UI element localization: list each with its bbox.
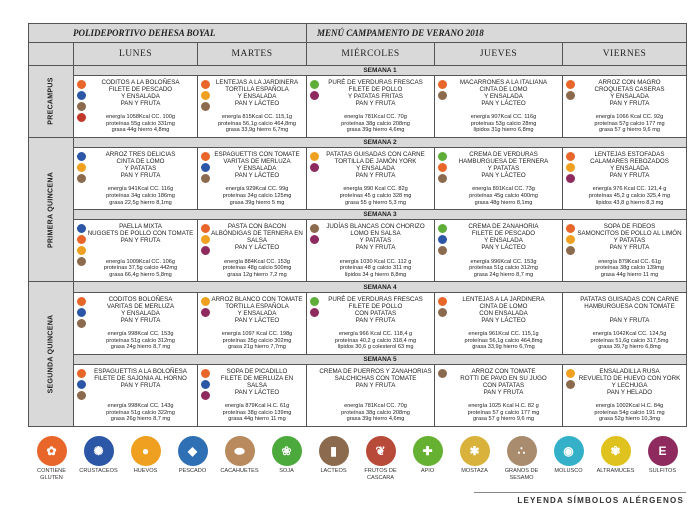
nutrition-info: energía 815Kcal CC. 115,1g proteínas 56,1g calcio 464,8mg grasa 33,9g hierro 6,7mg: [217, 114, 297, 134]
legend-item: [361, 430, 401, 481]
nutrition-info: energía 998Kcal CC. 143g proteínas 51g calcio 322mg grasa 26g hierro 8,7 mg: [106, 403, 175, 423]
legend-title: LEYENDA SÍMBOLOS ALÉRGENOS: [517, 496, 684, 505]
allergen-icon: [566, 224, 575, 233]
meal-cell: [198, 75, 307, 137]
dish-text: CREMA DE VERDURAS HAMBURGUESA DE TERNERA Y PATATAS PAN Y LÁCTEO: [458, 151, 549, 180]
allergen-icons: [201, 152, 211, 183]
meal-cell: [74, 364, 198, 426]
meal-cell: [74, 148, 198, 210]
allergen-symbol-icon: ✺: [84, 436, 114, 466]
legend-label: CONTIENE GLUTEN: [37, 468, 66, 481]
allergen-icon: [310, 308, 319, 317]
dish-text: ARROZ TRES DELICIAS CINTA DE LOMO Y PATATAS PAN Y FRUTA: [105, 151, 176, 180]
dish-text: PURÉ DE VERDURAS FRESCAS FILETE DE POLLO CON PATATAS PAN Y FRUTA: [328, 295, 423, 324]
legend-item: [79, 430, 119, 475]
allergen-icons: [77, 297, 87, 328]
meal-cell: [198, 292, 307, 354]
meal-cell: [74, 292, 198, 354]
dish-text: PATATAS GUISADAS CON CARNE TORTILLA DE JAMÓN YORK Y ENSALADA PAN Y FRUTA: [326, 151, 425, 180]
legend-label: CACAHUETES: [220, 468, 259, 474]
allergen-symbol-icon: E: [648, 436, 678, 466]
legend-item: [502, 430, 542, 481]
legend-label: MOLUSCO: [554, 468, 583, 474]
allergen-icons: [438, 80, 448, 100]
allergen-icon: [201, 308, 210, 317]
allergen-icon: [438, 174, 447, 183]
allergen-icons: [566, 80, 576, 100]
dish-text: PASTA CON BACON ALBÓNDIGAS DE TERNERA EN SALSA PAN Y LÁCTEO: [211, 223, 303, 252]
nutrition-info: energía 1009Kcal CC. 106g proteínas 37,5g calcio 442mg grasa 66,4g hierro 5,8mg: [103, 258, 178, 278]
dish-text: SOPA DE PICADILLO FILETE DE MERLUZA EN SALSA PAN Y LÁCTEO: [220, 367, 294, 396]
allergen-icon: [566, 246, 575, 255]
meal-cell: [435, 364, 563, 426]
nutrition-info: energía 884Kcal CC. 153g proteínas 48g calcio 500mg grasa 12g hierro 7,2 mg: [222, 258, 292, 278]
meal-cell: [563, 148, 687, 210]
allergen-icons: [566, 152, 576, 183]
dish-text: PAELLA MIXTA NUGGETS DE POLLO CON TOMATE PAN Y FRUTA: [87, 223, 194, 245]
allergen-symbol-icon: ●: [131, 436, 161, 466]
allergen-icon: [438, 152, 447, 161]
allergen-symbol-icon: ⬬: [225, 436, 255, 466]
meal-cell: [563, 292, 687, 354]
allergen-icon: [566, 380, 575, 389]
dish-text: LENTEJAS A LA JARDINERA CINTA DE LOMO CON ENSALADA PAN Y LÁCTEO: [462, 295, 545, 324]
allergen-icon: [438, 246, 447, 255]
day-header-tuesday: MARTES: [198, 43, 307, 65]
allergen-icons: [310, 152, 320, 172]
legend-item: [408, 430, 448, 475]
period-label-text: PRECAMPUS: [47, 77, 55, 126]
allergen-icons: [201, 224, 211, 255]
legend-label: HUEVOS: [133, 468, 158, 474]
week-label: SEMANA 2: [74, 137, 687, 147]
allergen-symbol-icon: ◆: [178, 436, 208, 466]
period-label-text: SEGUNDA QUINCENA: [47, 314, 55, 394]
allergen-icon: [438, 80, 447, 89]
legend-label: LACTEOS: [320, 468, 347, 474]
allergen-icon: [77, 235, 86, 244]
allergen-icon: [201, 235, 210, 244]
allergen-icon: [201, 91, 210, 100]
week-label: SEMANA 5: [74, 354, 687, 364]
allergen-icons: [310, 80, 320, 100]
legend-item: [220, 430, 260, 475]
legend-label: GRANOS DE SESAMO: [504, 468, 539, 481]
meal-cell: [198, 364, 307, 426]
nutrition-info: energía 907Kcal CC. 116g proteínas 53g calcio 28mg lípidos 31g hierro 6,8mg: [470, 114, 537, 134]
meal-cell: [563, 220, 687, 282]
allergen-icon: [201, 174, 210, 183]
allergen-symbol-icon: ✾: [601, 436, 631, 466]
allergen-symbol-icon: ∴: [507, 436, 537, 466]
meal-cell: [74, 75, 198, 137]
day-header-friday: VIERNES: [563, 43, 687, 65]
nutrition-info: energía 781Kcal CC. 70g proteínas 38g calcio 208mg grasa 39g hierro 4,6mg: [341, 114, 410, 134]
allergen-icon: [310, 152, 319, 161]
allergen-icons: [201, 369, 211, 400]
allergen-icon: [77, 224, 86, 233]
legend-label: SULFITOS: [648, 468, 677, 474]
allergen-symbol-icon: ❀: [272, 436, 302, 466]
nutrition-info: energía 961Kcal CC. 115,1g proteínas 56,1g calcio 464,8mg grasa 33,9g hierro 6,7mg: [464, 330, 543, 351]
allergen-icon: [77, 152, 86, 161]
allergen-icon: [77, 297, 86, 306]
dish-text: LENTEJAS A LA JARDINERA TORTILLA ESPAÑOLA Y ENSALADA PAN Y LÁCTEO: [215, 78, 299, 107]
nutrition-info: energía 1042Kcal CC. 124,5g proteínas 51,6g calcio 317,5mg grasa 39,7g hierro 6,8mg: [590, 330, 669, 351]
dish-text: MACARRONES A LA ITALIANA CINTA DE LOMO Y ENSALADA PAN Y LÁCTEO: [459, 78, 548, 107]
nutrition-info: energía 1030 Kcal CC. 112 g proteínas 48 g calcio 311 mg lípidos 34 g hierro 8,8mg: [339, 258, 412, 278]
nutrition-info: energía 891Kcal CC. 73g proteínas 45g calcio 400mg grasa 48g hierro 8,1mg: [469, 186, 538, 206]
allergen-icons: [201, 297, 211, 317]
meal-cell: [307, 148, 435, 210]
allergen-icon: [77, 80, 86, 89]
dish-text: CREMA DE PUERROS Y ZANAHORIAS SALCHICHAS CON TOMATE PAN Y FRUTA: [319, 367, 432, 389]
allergen-icons: [310, 224, 320, 244]
allergen-icons: [438, 152, 448, 183]
legend-item: [549, 430, 589, 475]
allergen-icons: [566, 369, 576, 389]
allergen-icon: [438, 297, 447, 306]
allergen-icon: [201, 224, 210, 233]
menu-title-center: POLIDEPORTIVO DEHESA BOYAL: [29, 24, 307, 43]
allergen-icons: [310, 297, 320, 317]
day-header-wednesday: MIÉRCOLES: [307, 43, 435, 65]
allergen-icon: [566, 235, 575, 244]
allergen-icon: [310, 224, 319, 233]
allergen-icons: [201, 80, 211, 111]
allergen-icon: [77, 391, 86, 400]
allergen-icon: [201, 391, 210, 400]
dish-text: ESPAGUETTIS CON TOMATE VARITAS DE MERLUZA Y ENSALADA PAN Y LÁCTEO: [214, 151, 300, 180]
allergen-icons: [438, 224, 448, 255]
allergen-icon: [310, 235, 319, 244]
corner-cell: [29, 43, 74, 65]
allergen-icon: [438, 308, 447, 317]
meal-cell: [435, 220, 563, 282]
period-label-segunda: [29, 282, 74, 427]
allergen-icon: [201, 297, 210, 306]
allergen-icon: [566, 369, 575, 378]
allergen-icon: [201, 369, 210, 378]
legend-item: [32, 430, 72, 481]
dish-text: CREMA DE ZANAHORIA FILETE DE PESCADO Y ENSALADA PAN Y LÁCTEO: [468, 223, 539, 252]
allergen-symbol-icon: ◉: [554, 436, 584, 466]
allergen-icon: [310, 80, 319, 89]
allergen-icon: [566, 91, 575, 100]
allergen-icons: [438, 297, 448, 317]
nutrition-info: energía 929Kcal CC. 99g proteínas 34g calcio 125mg grasa 39g hierro 5 mg: [222, 186, 292, 206]
allergen-icon: [77, 369, 86, 378]
legend-item: [267, 430, 307, 475]
allergen-icons: [438, 369, 448, 378]
meal-cell: [307, 220, 435, 282]
nutrition-info: energía 879Kcal H.C. 61g proteínas 38g calcio 139mg grasa 44g hierro 11 mg: [222, 403, 292, 423]
nutrition-info: energía 990 Kcal CC. 82g proteínas 45 g calcio 328 mg grasa 55 g hierro 5,3 mg: [339, 186, 412, 206]
legend-label: ALTRAMUCES: [596, 468, 635, 474]
nutrition-info: energía 1066 Kcal CC. 92g proteínas 57g calcio 177 mg grasa 57 g hierro 9,6 mg: [594, 114, 665, 134]
allergen-icon: [77, 163, 86, 172]
period-label-precampus: [29, 65, 74, 137]
meal-cell: [198, 220, 307, 282]
nutrition-info: energía 976 Kcal CC. 121,4 g proteínas 45,2 g calcio 325,4 mg lípidos 43,8 g hierro 8,3 mg: [588, 186, 671, 206]
allergen-icons: [77, 369, 87, 400]
meal-cell: [307, 292, 435, 354]
dish-text: ARROZ CON TOMATE ROTTI DE PAVO EN SU JUGO CON PATATAS PAN Y FRUTA: [460, 367, 547, 396]
nutrition-info: energía 941Kcal CC. 116g proteínas 34g calcio 186mg grasa 22,5g hierro 8,1mg: [106, 186, 175, 206]
menu-title: MENÚ CAMPAMENTO DE VERANO 2018: [307, 24, 687, 43]
meal-cell: [435, 292, 563, 354]
dish-text: ARROZ CON MAGRO CROQUETAS CASERAS Y ENSALADA PAN Y FRUTA: [594, 78, 665, 107]
dish-text: LENTEJAS ESTOFADAS CALAMARES REBOZADOS Y ENSALADA PAN Y FRUTA: [590, 151, 669, 180]
dish-text: PURÉ DE VERDURAS FRESCAS FILETE DE POLLO Y PATATAS FRITAS PAN Y FRUTA: [328, 78, 423, 107]
legend-item: [596, 430, 636, 475]
legend-label: PESCADO: [178, 468, 207, 474]
allergen-legend: [28, 430, 686, 492]
allergen-icon: [566, 174, 575, 183]
legend-label: APIO: [420, 468, 435, 474]
allergen-icon: [201, 80, 210, 89]
legend-item: [126, 430, 166, 475]
nutrition-info: energía 1058Kcal CC. 100g proteínas 55g calcio 331mg grasa 44g hierro 4,8mg: [105, 114, 176, 134]
allergen-icon: [77, 102, 86, 111]
week-label: SEMANA 3: [74, 210, 687, 220]
allergen-icons: [77, 152, 87, 183]
dish-text: PATATAS GUISADAS CON CARNE HAMBURGUESA CON TOMATE PAN Y FRUTA: [580, 295, 679, 324]
dish-text: ENSALADILLA RUSA REVUELTO DE HUEVO CON YORK Y LECHUGA PAN Y HELADO: [578, 367, 681, 396]
week-label: SEMANA 4: [74, 282, 687, 292]
nutrition-info: energía 879Kcal CC. 61g proteínas 38g calcio 139mg grasa 44g hierro 11 mg: [595, 258, 664, 278]
nutrition-info: energía 998Kcal CC. 153g proteínas 51g calcio 312mg grasa 24g hierro 8,7 mg: [106, 330, 175, 351]
period-label-primera: [29, 137, 74, 282]
allergen-icon: [201, 102, 210, 111]
allergen-icon: [438, 235, 447, 244]
period-label-text: PRIMERA QUINCENA: [47, 171, 55, 248]
allergen-icon: [77, 91, 86, 100]
meal-cell: [74, 220, 198, 282]
legend-label: CRUSTACEOS: [79, 468, 118, 474]
allergen-symbol-icon: ✚: [413, 436, 443, 466]
allergen-icon: [77, 246, 86, 255]
dish-text: ESPAGUETTIS A LA BOLOÑESA FILETE DE SAJONIA AL HORNO PAN Y FRUTA: [94, 367, 187, 389]
legend-item: [643, 430, 683, 475]
allergen-icon: [566, 80, 575, 89]
legend-label: SOJA: [279, 468, 294, 474]
allergen-icon: [77, 380, 86, 389]
meal-cell: [198, 148, 307, 210]
nutrition-info: energía 1002Kcal H.C. 84g proteínas 54g calcio 191 mg grasa 52g hierro 10,3mg: [594, 403, 665, 423]
meal-cell: [563, 75, 687, 137]
week-label: SEMANA 1: [74, 65, 687, 75]
meal-cell: [307, 75, 435, 137]
allergen-icon: [77, 308, 86, 317]
meal-cell: [435, 148, 563, 210]
allergen-symbol-icon: ✿: [37, 436, 67, 466]
allergen-icon: [201, 380, 210, 389]
allergen-icon: [77, 319, 86, 328]
nutrition-info: energía 1097 Kcal CC. 198g proteínas 35g calcio 302mg grasa 21g hierro 7,7mg: [221, 330, 293, 351]
dish-text: ARROZ BLANCO CON TOMATE TORTILLA ESPAÑOLA Y ENSALADA PAN Y LÁCTEO: [211, 295, 303, 324]
legend-divider: [474, 492, 686, 493]
meal-cell: [563, 364, 687, 426]
day-header-monday: LUNES: [74, 43, 198, 65]
nutrition-info: energía 781Kcal CC. 70g proteínas 38g calcio 208mg grasa 39g hierro 4,6mg: [341, 403, 410, 423]
legend-item: [173, 430, 213, 475]
allergen-icon: [310, 91, 319, 100]
allergen-symbol-icon: ✱: [460, 436, 490, 466]
allergen-icon: [310, 297, 319, 306]
dish-text: CODITOS A LA BOLOÑESA FILETE DE PESCADO Y ENSALADA PAN Y FRUTA: [101, 78, 180, 107]
day-header-thursday: JUEVES: [435, 43, 563, 65]
allergen-icon: [566, 163, 575, 172]
dish-text: SOPA DE FIDEOS SAMONCITOS DE POLLO AL LIMÓN Y PATATAS PAN Y FRUTA: [577, 223, 682, 252]
allergen-icon: [77, 174, 86, 183]
allergen-icon: [310, 163, 319, 172]
allergen-icon: [566, 152, 575, 161]
dish-text: JUDÍAS BLANCAS CON CHORIZO LOMO EN SALSA Y PATATAS PAN Y FRUTA: [326, 223, 425, 252]
dish-text: CODITOS BOLOÑESA VARITAS DE MERLUZA Y ENSALADA PAN Y FRUTA: [106, 295, 175, 324]
allergen-symbol-icon: ❦: [366, 436, 396, 466]
menu-table: [28, 23, 687, 427]
nutrition-info: energía 1025 Kcal H.C. 82 g proteínas 57 g calcio 177 mg grasa 57 g hierro 9,6 mg: [467, 403, 540, 423]
allergen-icons: [566, 224, 576, 255]
legend-label: FRUTOS DE CASCARA: [364, 468, 397, 481]
allergen-symbol-icon: ▮: [319, 436, 349, 466]
allergen-icon: [438, 369, 447, 378]
allergen-icon: [201, 152, 210, 161]
allergen-icon: [438, 224, 447, 233]
allergen-icon: [201, 246, 210, 255]
legend-item: [455, 430, 495, 475]
meal-cell: [435, 75, 563, 137]
nutrition-info: energía 966 Kcal CC. 118,4 g proteínas 40,2 g calcio 318,4 mg lípidos 30,6 g colesterol 63 mg: [334, 330, 417, 351]
legend-item: [314, 430, 354, 475]
legend-label: MOSTAZA: [461, 468, 488, 474]
meal-cell: [307, 364, 435, 426]
allergen-icon: [201, 163, 210, 172]
allergen-icon: [438, 163, 447, 172]
allergen-icon: [438, 91, 447, 100]
nutrition-info: energía 996Kcal CC. 153g proteínas 51g calcio 312mg grasa 24g hierro 8,7 mg: [469, 258, 538, 278]
